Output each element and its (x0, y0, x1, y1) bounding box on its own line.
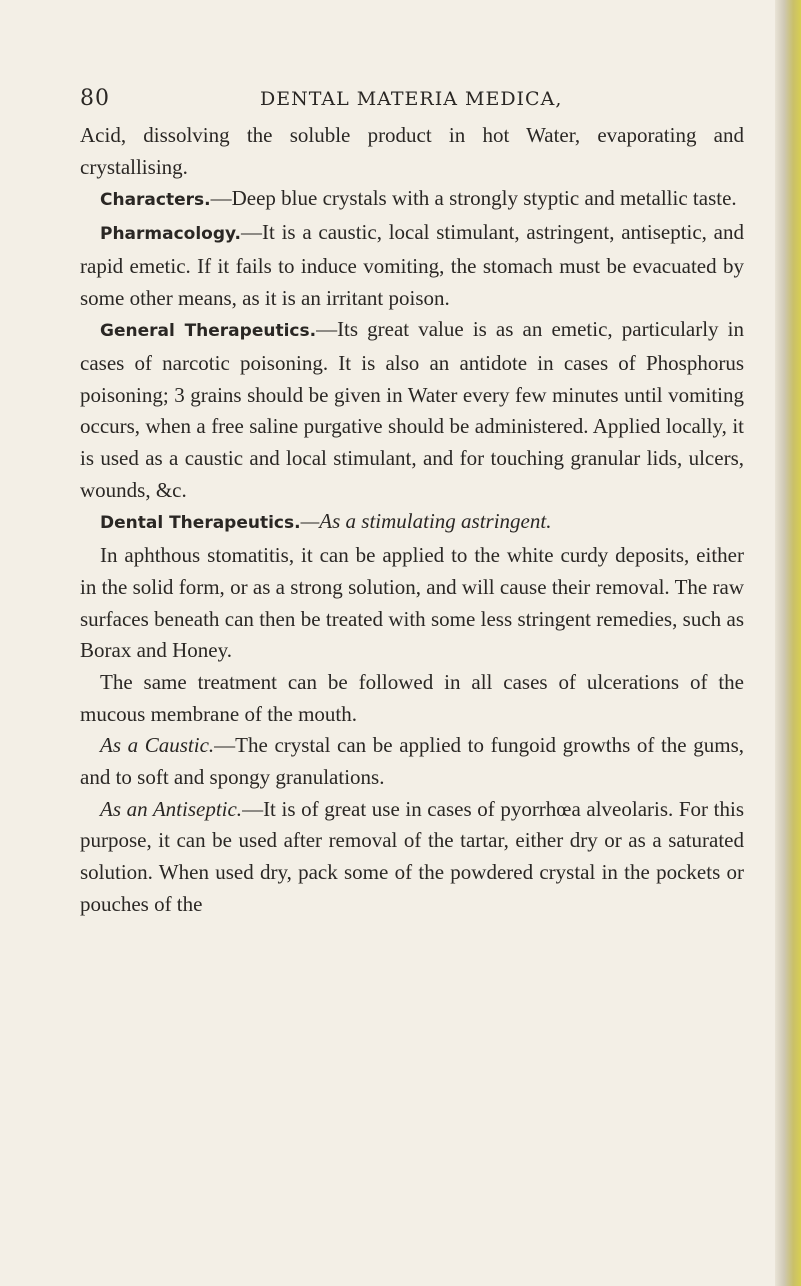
paragraph-text: Acid, dissolving the soluble product in hot Water, evaporating and crystallising. (80, 123, 744, 179)
paragraph (80, 120, 744, 183)
page-edge-shadow (775, 0, 801, 1286)
section-heading: Characters. (100, 190, 211, 211)
paragraph-text: In aphthous stomatitis, it can be applied to the white curdy deposits, either in the solid form, or as a strong solution, and will cause their removal. The raw surfaces beneath can then be treated with some less stringent remedies, such as Borax and Honey. (80, 543, 744, 663)
paragraph-text: —Deep blue crystals with a strongly styptic and metallic taste. (210, 186, 737, 211)
paragraph-text: —The crystal can be applied to fungoid growths of the gums, and to soft and spongy granulations. (80, 733, 745, 790)
paragraph-antiseptic (80, 794, 744, 921)
paragraph (80, 540, 744, 667)
italic-subheading: As an Antiseptic. (100, 796, 243, 821)
italic-subheading: As a Caustic. (100, 733, 215, 758)
italic-subheading: —As a stimulating astringent. (300, 509, 552, 534)
paragraph-caustic (80, 730, 744, 793)
paragraph-general-therapeutics (80, 314, 744, 506)
paragraph-text: The same treatment can be followed in all cases of ulcerations of the mucous membrane of the mouth. (80, 669, 744, 726)
page-header (80, 86, 740, 116)
paragraph-text: —It is a caustic, local stimulant, astringent, antiseptic, and rapid emetic. If it fails to induce vomiting, the stomach must be evacuated by some other means, as it is an irritant poison. (80, 220, 744, 310)
paragraph-text: —It is of great use in cases of pyorrhœa alveolaris. For this purpose, it can be used after removal of the tartar, either dry or as a saturated solution. When used dry, pack some of the powdered crystal in the pockets or pouches of the (80, 796, 744, 916)
paragraph-characters (80, 183, 744, 217)
paragraph-pharmacology (80, 217, 744, 314)
section-heading: Dental Therapeutics. (100, 513, 301, 534)
paragraph-text: —Its great value is as an emetic, particularly in cases of narcotic poisoning. It is also an antidote in cases of Phosphorus poisoning; 3 grains should be given in Water every few minutes until vomiting occurs, when a free saline purgative should be administered. Applied locally, it is used as a caustic and local stimulant, and for touching granular lids, ulcers, wounds, &c. (80, 317, 744, 502)
section-heading: General Therapeutics. (100, 321, 317, 342)
page-number: 80 (80, 86, 110, 111)
paragraph-dental-therapeutics (80, 506, 744, 540)
paragraph (80, 667, 744, 730)
section-heading: Pharmacology. (100, 224, 242, 245)
running-title: DENTAL MATERIA MEDICA, (260, 88, 563, 110)
page-body (80, 120, 744, 921)
